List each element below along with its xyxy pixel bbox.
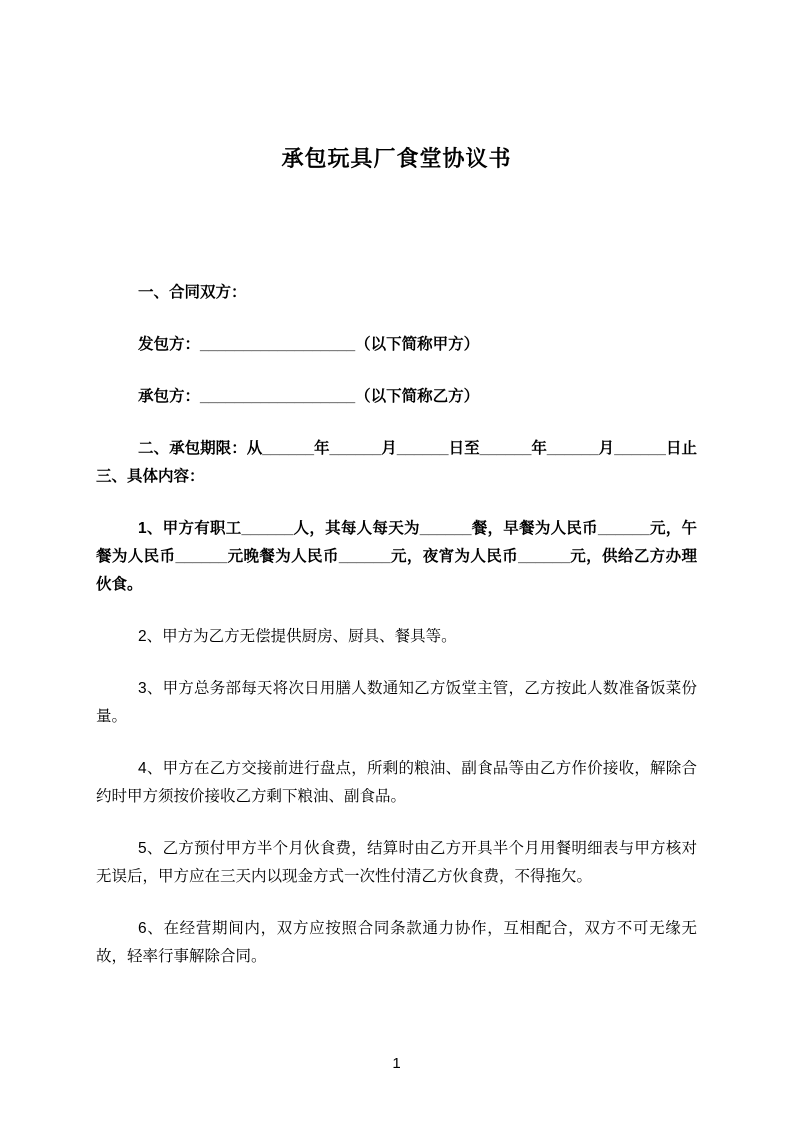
- document-body: [96, 279, 697, 971]
- paragraph-clause-4: 4、甲方在乙方交接前进行盘点，所剩的粮油、副食品等由乙方作价接收，解除合约时甲方须按价接收乙方剩下粮油、副食品。: [96, 760, 697, 805]
- paragraph-contract-term-heading: 二、承包期限：从______年______月______日至______年______月______日止三、具体内容：: [96, 440, 697, 485]
- paragraph-clause-3: 3、甲方总务部每天将次日用膳人数通知乙方饭堂主管，乙方按此人数准备饭菜份量。: [96, 680, 697, 725]
- document-title: 承包玩具厂食堂协议书: [281, 146, 512, 171]
- paragraph-clause-6: 6、在经营期间内，双方应按照合同条款通力协作，互相配合，双方不可无缘无故，轻率行事解除合同。: [96, 920, 697, 965]
- paragraph-clause-5: 5、乙方预付甲方半个月伙食费，结算时由乙方开具半个月用餐明细表与甲方核对无误后，甲方应在三天内以现金方式一次性付清乙方伙食费，不得拖欠。: [96, 840, 697, 885]
- paragraph-party-b-blank: 承包方：__________________（以下简称乙方）: [138, 388, 480, 405]
- page-number: 1: [392, 1055, 401, 1072]
- paragraph-clause-2: 2、甲方为乙方无偿提供厨房、厨具、餐具等。: [138, 628, 457, 645]
- paragraph-clause-1: 1、甲方有职工______人，其每人每天为______餐，早餐为人民币______元，午餐为人民币______元晚餐为人民币______元，夜宵为人民币______元，供给乙方办理伙食。: [96, 520, 697, 593]
- paragraph-contract-parties-heading: 一、合同双方：: [138, 284, 247, 301]
- paragraph-party-a-blank: 发包方：__________________（以下简称甲方）: [138, 336, 480, 353]
